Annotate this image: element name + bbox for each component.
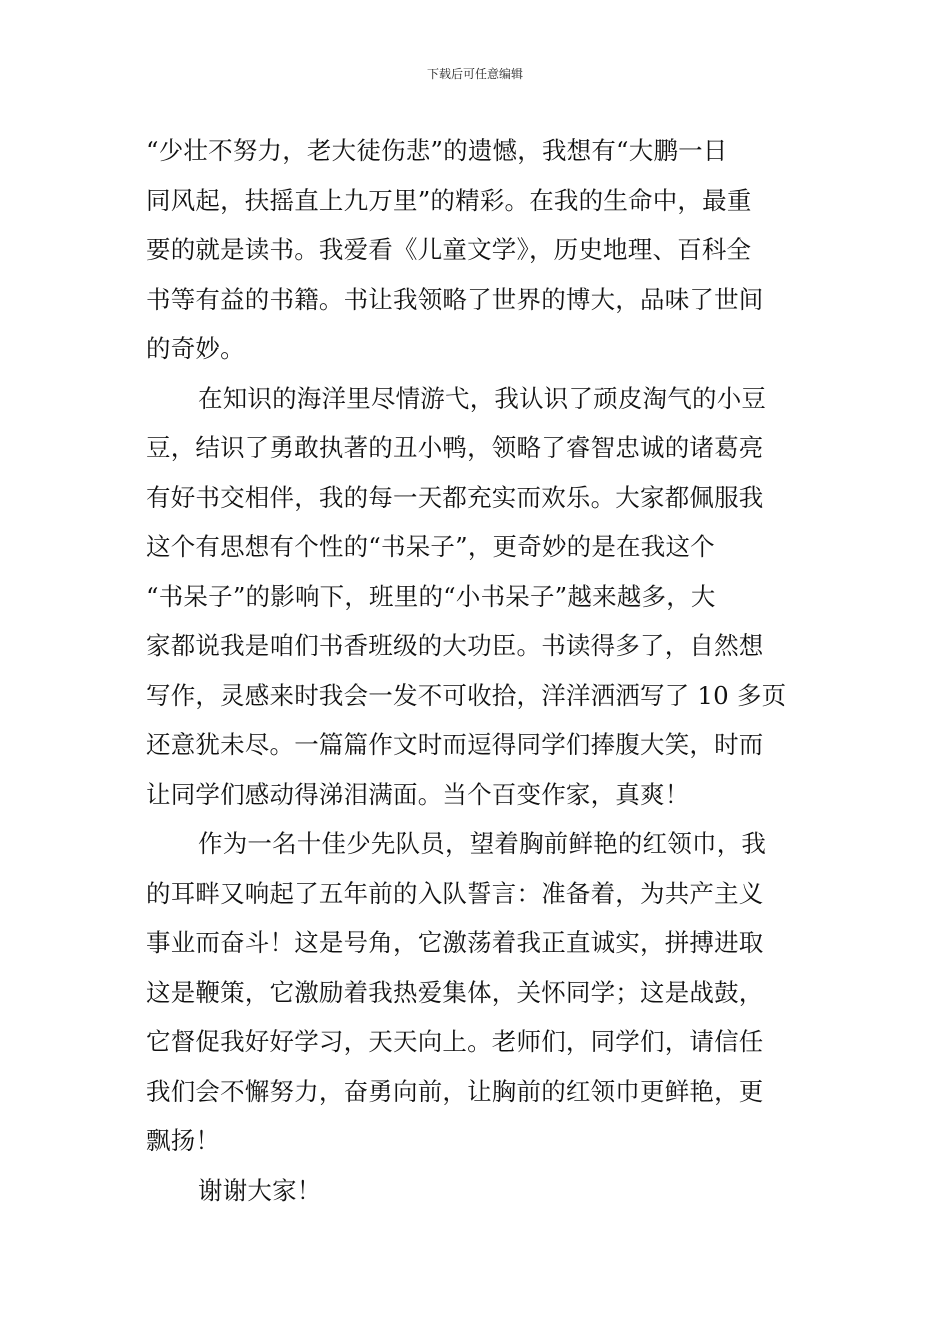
text-line: 飘扬！ xyxy=(146,1126,221,1155)
document-body xyxy=(146,126,816,1215)
text-line: 写作，灵感来时我会一发不可收拾，洋洋洒洒写了 10 多页 xyxy=(146,680,787,710)
text-line: “少壮不努力，老大徒伤悲”的遗憾，我想有“大鹏一日 xyxy=(146,136,728,165)
text-line: 豆，结识了勇敢执著的丑小鸭，领略了睿智忠诚的诸葛亮 xyxy=(146,433,764,462)
paragraph-start-line: 在知识的海洋里尽情游弋，我认识了顽皮淘气的小豆 xyxy=(198,383,767,413)
paragraph-start-line: 作为一名十佳少先队员，望着胸前鲜艳的红领巾，我 xyxy=(198,829,767,858)
text-line: 我们会不懈努力，奋勇向前，让胸前的红领巾更鲜艳，更 xyxy=(146,1076,764,1106)
text-line: 书等有益的书籍。书让我领略了世界的博大，品味了世间 xyxy=(146,284,764,314)
text-line: 这是鞭策，它激励着我热爱集体，关怀同学；这是战鼓， xyxy=(146,977,764,1007)
text-line: 的耳畔又响起了五年前的入队誓言：准备着，为共产主义 xyxy=(146,878,764,908)
text-line: 这个有思想有个性的“书呆子”，更奇妙的是在我这个 xyxy=(146,532,715,561)
text-line: 事业而奋斗！这是号角，它激荡着我正直诚实，拼搏进取 xyxy=(146,928,764,957)
text-line: 有好书交相伴，我的每一天都充实而欢乐。大家都佩服我 xyxy=(146,482,764,512)
text-line: “书呆子”的影响下，班里的“小书呆子”越来越多，大 xyxy=(146,581,716,611)
text-line: 还意犹未尽。一篇篇作文时而逗得同学们捧腹大笑，时而 xyxy=(146,730,764,759)
text-line: 让同学们感动得涕泪满面。当个百变作家，真爽！ xyxy=(146,779,690,809)
text-line: 家都说我是咱们书香班级的大功臣。书读得多了，自然想 xyxy=(146,631,764,660)
text-line: 要的就是读书。我爱看《儿童文学》，历史地理、百科全 xyxy=(146,235,752,264)
text-line: 的奇妙。 xyxy=(146,334,245,363)
text-line: 同风起，扶摇直上九万里”的精彩。在我的生命中，最重 xyxy=(146,185,752,215)
page-header: 下载后可任意编辑 xyxy=(426,67,523,81)
paragraph-start-line: 谢谢大家！ xyxy=(198,1175,322,1205)
text-line: 它督促我好好学习，天天向上。老师们，同学们，请信任 xyxy=(146,1027,764,1056)
